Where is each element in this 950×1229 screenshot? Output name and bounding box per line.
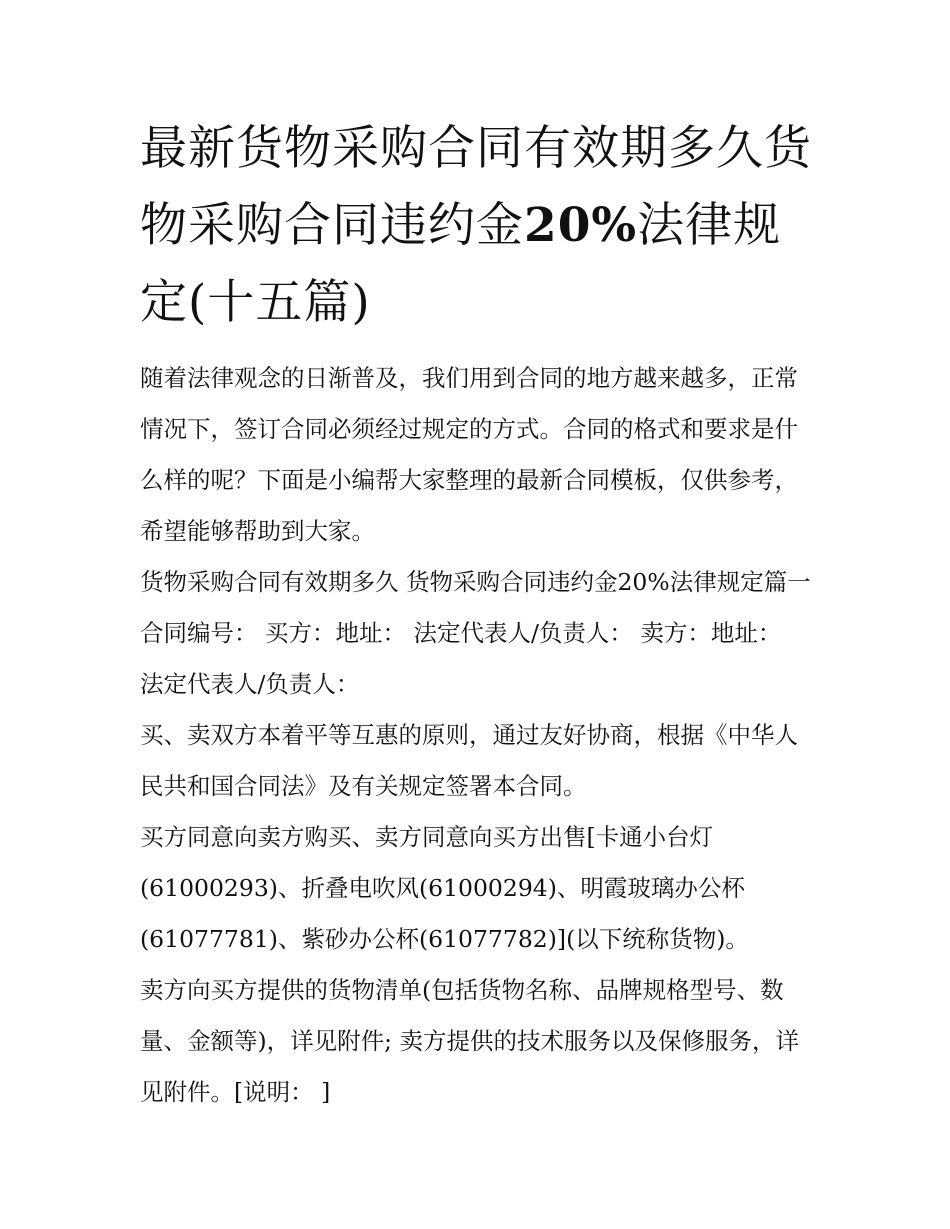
paragraph-principles: 买、卖双方本着平等互惠的原则，通过友好协商，根据《中华人民共和国合同法》及有关规定签署本合同。 xyxy=(140,721,798,800)
paragraph-goods: 买方同意向卖方购买、卖方同意向买方出售[卡通小台灯(61000293)、折叠电吹风(61000294)、明霞玻璃办公杯(61077781)、紫砂办公杯(61077782)](以下统称货物)。 xyxy=(140,823,749,953)
title-spacer xyxy=(140,341,812,353)
document-page xyxy=(140,110,812,1118)
document-title xyxy=(140,110,812,341)
title-text-bold-percent: 20% xyxy=(524,198,638,253)
title-text-part1: 最新货物采购合同有效期多久货物采购合同违约金 xyxy=(140,121,812,253)
paragraph-goods-list: 卖方向买方提供的货物清单(包括货物名称、品牌规格型号、数量、金额等)，详见附件; 卖方提供的技术服务以及保修服务，详见附件。[说明： ] xyxy=(140,976,800,1106)
title-text-part3: 法律规定(十五篇) xyxy=(140,198,782,330)
paragraph-contract-header: 货物采购合同有效期多久 货物采购合同违约金20%法律规定篇一 合同编号： 买方：地址： 法定代表人/负责人： 卖方：地址： 法定代表人/负责人： xyxy=(140,568,811,698)
paragraph-intro: 随着法律观念的日渐普及，我们用到合同的地方越来越多，正常情况下，签订合同必须经过规定的方式。合同的格式和要求是什么样的呢？下面是小编帮大家整理的最新合同模板，仅供参考，希望能够帮助到大家。 xyxy=(140,364,798,545)
